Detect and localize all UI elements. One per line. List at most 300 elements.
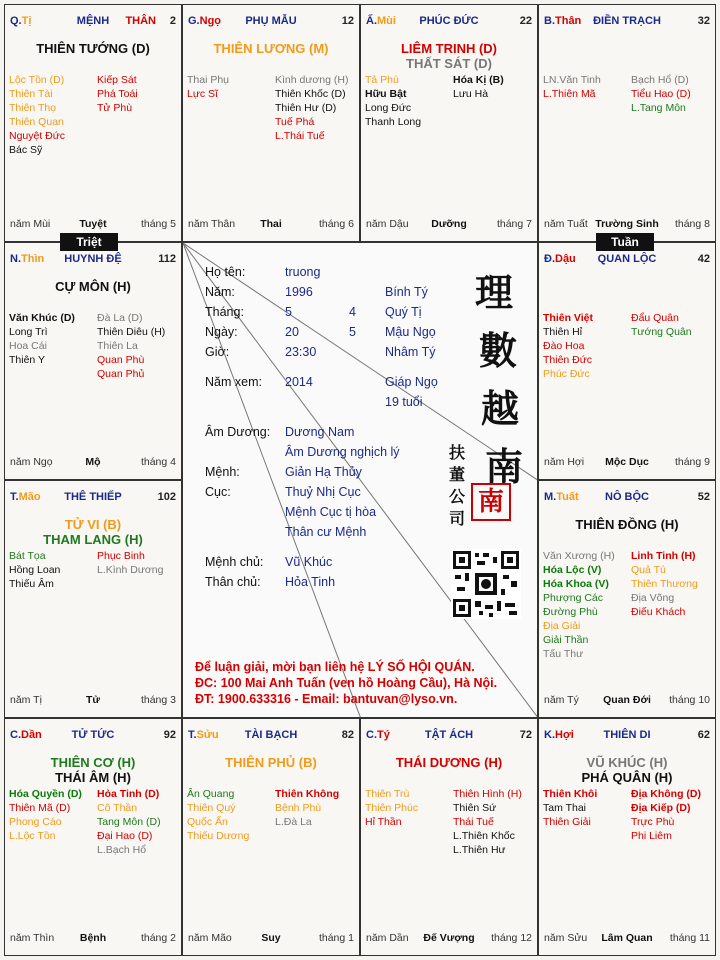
palace-can: N. [10, 253, 21, 265]
palace-can: M. [544, 491, 557, 503]
minor-star: Đường Phù [543, 606, 598, 618]
palace-year: năm Thân [188, 218, 236, 230]
minor-star: L.Tang Môn [631, 102, 686, 114]
minor-stars-right [631, 73, 691, 115]
palace-stage: Thai [260, 218, 282, 230]
palace-branch: Tý [377, 729, 390, 741]
main-star: THIÊN ĐỒNG (H) [575, 517, 679, 532]
main-star: LIÊM TRINH (D) [400, 41, 498, 56]
hour-can: Nhâm Tý [385, 345, 436, 359]
day-lunar: 5 [349, 325, 356, 339]
menh-value: Giản Hạ Thủy [285, 465, 362, 479]
red-seal: 南 [471, 483, 511, 521]
palace-number: 82 [341, 729, 354, 741]
palace-branch: Sửu [196, 729, 219, 741]
minor-star: Điếu Khách [631, 606, 686, 618]
palace-footer [544, 932, 710, 945]
palace-footer [10, 932, 176, 945]
minor-star: Thiên Hình (H) [453, 788, 522, 800]
menh-chu-label: Mệnh chủ: [205, 555, 264, 569]
palace-year: năm Hợi [544, 456, 585, 468]
palace-footer [366, 218, 532, 231]
palace-stage: Tuyệt [79, 218, 107, 230]
minor-star: Thiên Mã (D) [9, 802, 71, 814]
minor-stars-right [97, 311, 165, 381]
minor-star: Thiên Không [275, 788, 340, 800]
minor-star: Đà La (D) [97, 312, 143, 324]
palace-footer [366, 932, 532, 945]
hour-value: 23:30 [285, 345, 317, 359]
main-star: CỰ MÔN (H) [55, 279, 131, 294]
minor-stars-right [631, 549, 698, 619]
minor-star: Phục Binh [97, 550, 145, 562]
minor-star: Phúc Đức [543, 368, 590, 380]
minor-star: Đào Hoa [543, 340, 585, 352]
palace-header [10, 491, 176, 505]
minor-star: Thái Tuế [453, 816, 494, 828]
palace-footer [10, 694, 176, 707]
minor-star: Hỏa Tinh (D) [97, 788, 160, 800]
palace-number: 22 [519, 15, 532, 27]
minor-star: Thiên Việt [543, 312, 593, 324]
minor-star: Thiếu Âm [9, 578, 54, 590]
palace-year: năm Tuất [544, 218, 588, 230]
palace-ngo[interactable] [182, 4, 360, 242]
year-label: Năm: [205, 285, 235, 299]
palace-month: tháng 9 [674, 456, 710, 468]
calligraphy-char: 南 [485, 444, 524, 489]
palace-mao[interactable] [4, 480, 182, 718]
palace-year: năm Dậu [366, 218, 409, 230]
minor-star: Thiên Hư (D) [275, 102, 337, 114]
minor-star: L.Thiên Khốc [453, 830, 515, 842]
minor-stars-left [543, 787, 597, 829]
palace-thin[interactable] [4, 242, 182, 480]
than-chu-value: Hỏa Tinh [285, 575, 336, 589]
palace-stage: Trường Sinh [595, 218, 659, 230]
palace-month: tháng 4 [140, 456, 176, 468]
palace-stage: Suy [261, 932, 281, 944]
palace-suu[interactable] [182, 718, 360, 956]
palace-month: tháng 11 [669, 932, 710, 944]
palace-stage: Dưỡng [431, 218, 467, 230]
minor-stars-left [543, 311, 593, 381]
minor-star: L.Thái Tuế [275, 130, 325, 142]
palace-branch: Tị [21, 15, 32, 27]
palace-can: C. [366, 729, 377, 741]
minor-stars-right [453, 73, 504, 101]
minor-star: Địa Không (D) [631, 788, 701, 800]
minor-stars-left [187, 73, 229, 101]
minor-stars-right [275, 73, 348, 143]
minor-stars-left [9, 787, 82, 843]
minor-star: Tuế Phá [275, 116, 315, 128]
minor-star: Phi Liêm [631, 830, 672, 842]
palace-number: 32 [697, 15, 710, 27]
minor-stars-right [275, 787, 339, 829]
palace-number: 12 [341, 15, 354, 27]
minor-star: Long Trì [9, 326, 48, 338]
palace-header [10, 253, 176, 267]
minor-star: Thiên Thương [631, 578, 698, 590]
minor-star: Linh Tinh (H) [631, 550, 696, 562]
palace-stage: Bệnh [79, 932, 107, 944]
palace-branch: Dậu [555, 253, 576, 265]
palace-month: tháng 1 [318, 932, 354, 944]
minor-star: Lưu Hà [453, 88, 489, 100]
minor-stars-left [365, 73, 421, 129]
contact-phone-email[interactable]: ĐT: 1900.633316 - Email: bantuvan@lyso.vn. [195, 692, 458, 706]
triet-tag: Triệt [60, 233, 118, 251]
palace-branch: Thìn [21, 253, 45, 265]
palace-name: NÔ BỘC [605, 491, 649, 503]
main-star: TỬ VI (B) [64, 517, 122, 532]
minor-star: L.Kình Dương [97, 564, 164, 576]
contact-line: Để luận giải, mời bạn liên hệ LÝ SỐ HỘI QUÁN. [195, 660, 475, 674]
minor-star: Quan Phù [97, 354, 145, 366]
main-star: THÁI DƯƠNG (H) [395, 755, 503, 770]
minor-star: Bệnh Phù [275, 802, 322, 814]
main-star: THẤT SÁT (D) [406, 56, 492, 71]
minor-star: Quả Tú [631, 564, 666, 576]
palace-mui[interactable] [360, 4, 538, 242]
minor-star: Hồng Loan [9, 564, 61, 576]
minor-star: Kình dương (H) [275, 74, 349, 86]
month-can: Quý Tị [385, 305, 422, 319]
palace-stage: Mộ [85, 456, 101, 468]
main-star: THIÊN TƯỚNG (D) [36, 41, 150, 56]
day-value: 20 [285, 325, 299, 339]
palace-header [544, 15, 710, 29]
palace-year: năm Thìn [10, 932, 55, 944]
minor-star: Thanh Long [365, 116, 422, 128]
view-year-can: Giáp Ngọ [385, 375, 438, 389]
minor-star: L.Bạch Hổ [97, 844, 147, 856]
palace-name: THIÊN DI [603, 729, 651, 741]
palace-month: tháng 12 [491, 932, 532, 944]
minor-star: Lực Sĩ [187, 88, 218, 100]
palace-year: năm Tý [544, 694, 579, 706]
than-marker: THÂN [125, 15, 156, 27]
small-char: 公 [449, 487, 466, 506]
palace-can: C. [10, 729, 21, 741]
view-year-value: 2014 [285, 375, 313, 389]
palace-month: tháng 10 [669, 694, 710, 706]
minor-star: Cô Thần [97, 802, 138, 814]
minor-stars-left [187, 787, 249, 843]
day-can: Mậu Ngọ [385, 325, 436, 339]
minor-star: Thiên Hỉ [543, 326, 583, 338]
small-char: 董 [449, 465, 466, 484]
minor-star: Hóa Lộc (V) [543, 564, 602, 576]
main-star: THAM LANG (H) [43, 532, 143, 547]
palace-stage: Đế Vượng [423, 932, 475, 944]
palace-number: 112 [158, 253, 176, 265]
minor-star: Hóa Kị (B) [453, 74, 504, 86]
palace-month: tháng 3 [140, 694, 176, 706]
palace-dan[interactable] [4, 718, 182, 956]
palace-name: THÊ THIẾP [64, 491, 122, 503]
minor-star: Địa Kiếp (D) [631, 802, 691, 814]
than-chu-label: Thân chủ: [205, 575, 261, 589]
minor-stars-left [365, 787, 418, 829]
minor-star: Thiếu Dương [187, 830, 250, 842]
palace-branch: Dần [21, 729, 42, 741]
palace-name: PHÚC ĐỨC [419, 15, 479, 27]
contact-address: ĐC: 100 Mai Anh Tuấn (ven hồ Hoàng Cầu), Hà Nội. [195, 676, 498, 690]
palace-hoi[interactable] [538, 718, 716, 956]
minor-star: Tam Thai [543, 802, 586, 814]
palace-ty[interactable] [360, 718, 538, 956]
palace-can: G. [188, 15, 200, 27]
palace-branch: Tuất [556, 491, 579, 503]
minor-star: L.Thiên Mã [543, 88, 596, 100]
palace-stage: Quan Đới [603, 694, 651, 706]
minor-star: Hữu Bật [365, 88, 407, 100]
palace-year: năm Sửu [544, 932, 588, 944]
palace-name: QUAN LỘC [597, 253, 657, 265]
minor-stars-right [97, 73, 138, 115]
calligraphy-char: 數 [479, 328, 518, 373]
minor-stars-right [631, 311, 692, 339]
small-char: 司 [449, 509, 466, 528]
year-value: 1996 [285, 285, 313, 299]
palace-month: tháng 8 [674, 218, 710, 230]
minor-star: Phượng Các [543, 592, 604, 604]
minor-star: Thiên Khốc (D) [275, 88, 346, 100]
minor-star: Kiếp Sát [97, 74, 137, 86]
main-star: VŨ KHÚC (H) [586, 755, 668, 770]
palace-header [544, 253, 710, 267]
minor-star: Nguyệt Đức [9, 130, 66, 142]
minor-star: Tử Phù [97, 102, 133, 114]
palace-year: năm Dần [366, 932, 409, 944]
minor-star: Thiên Quý [187, 802, 236, 814]
palace-footer [544, 218, 710, 231]
month-value: 5 [285, 305, 292, 319]
palace-footer [10, 218, 176, 231]
minor-star: Giải Thần [543, 634, 589, 646]
palace-year: năm Ngọ [10, 456, 53, 468]
menh-label: Mệnh: [205, 465, 240, 479]
main-star: PHÁ QUÂN (H) [581, 770, 673, 785]
palace-number: 52 [697, 491, 710, 503]
palace-can: K. [544, 729, 555, 741]
age: 19 tuổi [385, 395, 423, 409]
palace-month: tháng 2 [140, 932, 176, 944]
palace-stage: Lâm Quan [601, 932, 653, 944]
palace-footer [188, 932, 354, 945]
month-lunar: 4 [349, 305, 356, 319]
palace-header [366, 729, 532, 743]
small-char: 扶 [449, 443, 466, 462]
year-can: Bính Tý [385, 285, 428, 299]
palace-branch: Mão [18, 491, 41, 503]
palace-can: Ấ. [366, 15, 377, 27]
palace-number: 102 [157, 491, 176, 503]
minor-stars-left [543, 73, 601, 101]
palace-month: tháng 5 [140, 218, 176, 230]
palace-month: tháng 6 [318, 218, 354, 230]
minor-star: Ân Quang [187, 788, 235, 800]
name-value: truong [285, 265, 321, 279]
palace-stage: Tử [85, 694, 101, 706]
minor-star: Thiên Y [9, 354, 45, 366]
minor-star: Tấu Thư [543, 648, 584, 660]
hour-label: Giờ: [205, 345, 230, 359]
minor-star: Long Đức [365, 102, 412, 114]
minor-star: Quan Phủ [97, 368, 145, 380]
minor-star: Lộc Tồn (D) [9, 74, 65, 86]
minor-star: Trực Phù [631, 816, 675, 828]
minor-star: Bát Tọa [9, 550, 46, 562]
palace-year: năm Mùi [10, 218, 51, 230]
palace-number: 72 [519, 729, 532, 741]
palace-header [10, 729, 176, 743]
qr-code-icon[interactable] [451, 549, 521, 619]
main-star: THIÊN LƯƠNG (M) [213, 41, 329, 56]
minor-star: Quốc Ấn [187, 816, 228, 828]
palace-number: 42 [697, 253, 710, 265]
palace-header [10, 15, 176, 29]
day-label: Ngày: [205, 325, 238, 339]
palace-branch: Mùi [377, 15, 396, 27]
palace-branch: Hợi [555, 729, 574, 741]
minor-star: Thiên La [97, 340, 138, 352]
palace-ti[interactable] [4, 4, 182, 242]
palace-footer [188, 218, 354, 231]
minor-star: Địa Giải [543, 620, 581, 632]
palace-can: Q. [10, 15, 22, 27]
palace-tuat[interactable] [538, 480, 716, 718]
minor-star: Thiên Khôi [543, 788, 598, 800]
month-label: Tháng: [205, 305, 244, 319]
palace-number: 62 [697, 729, 710, 741]
name-label: Họ tên: [205, 265, 246, 279]
palace-name: TỬ TỨC [71, 729, 115, 741]
minor-stars-right [453, 787, 522, 857]
palace-header [366, 15, 532, 29]
palace-header [188, 15, 354, 29]
cuc-note-1: Mệnh Cục tị hòa [285, 505, 377, 519]
palace-year: năm Tị [10, 694, 42, 706]
minor-star: LN.Văn Tinh [543, 74, 601, 86]
minor-star: Thiên Trù [365, 788, 410, 800]
minor-star: L.Thiên Hư [453, 844, 506, 856]
minor-star: Thiên Tài [9, 88, 53, 100]
minor-stars-left [9, 73, 65, 157]
minor-star: Bạch Hổ (D) [631, 74, 689, 86]
amduong-note: Âm Dương nghịch lý [285, 445, 400, 459]
palace-number: 92 [163, 729, 176, 741]
palace-footer [544, 456, 710, 469]
minor-star: Thiên Phúc [365, 802, 419, 814]
amduong-value: Dương Nam [285, 425, 355, 439]
palace-name: ĐIỀN TRẠCH [593, 15, 661, 27]
palace-name: TẬT ÁCH [424, 729, 474, 741]
minor-star: Thiên Quan [9, 116, 64, 128]
calligraphy-char: 理 [475, 270, 514, 315]
minor-star: Tả Phù [365, 74, 399, 86]
palace-name: TÀI BẠCH [244, 729, 298, 741]
minor-star: Tang Môn (D) [97, 816, 161, 828]
minor-star: Bác Sỹ [9, 144, 43, 156]
palace-year: năm Mão [188, 932, 232, 944]
palace-dau[interactable] [538, 242, 716, 480]
minor-star: Phá Toái [97, 88, 138, 100]
palace-name: MỆNH [76, 15, 110, 27]
view-year-label: Năm xem: [205, 375, 262, 389]
minor-star: Thiên Sứ [453, 802, 497, 814]
calligraphy-char: 越 [481, 386, 520, 431]
amduong-label: Âm Dương: [205, 425, 271, 439]
minor-star: Đại Hao (D) [97, 830, 153, 842]
palace-footer [10, 456, 176, 469]
main-star: THÁI ÂM (H) [55, 770, 131, 785]
minor-star: Tướng Quân [631, 326, 692, 338]
palace-can: T. [10, 491, 19, 503]
minor-star: Thiên Diêu (H) [97, 326, 166, 338]
palace-footer [544, 694, 710, 707]
main-star: THIÊN PHỦ (B) [225, 755, 317, 770]
palace-month: tháng 7 [496, 218, 532, 230]
palace-header [188, 729, 354, 743]
minor-star: Hóa Quyền (D) [9, 788, 82, 800]
contact-block [195, 659, 497, 707]
palace-header [544, 491, 710, 505]
minor-star: L.Lộc Tồn [9, 830, 56, 842]
palace-can: T. [188, 729, 197, 741]
tuan-tag: Tuần [596, 233, 654, 251]
minor-star: Hóa Khoa (V) [543, 578, 609, 590]
menh-chu-value: Vũ Khúc [285, 555, 333, 569]
minor-stars-right [631, 787, 701, 843]
minor-star: Thiên Thọ [9, 102, 57, 114]
palace-name: HUYNH ĐỆ [64, 253, 122, 265]
minor-star: Phong Cáo [9, 816, 62, 828]
palace-branch: Thân [555, 15, 582, 27]
minor-star: Hỉ Thần [365, 816, 402, 828]
cuc-note-2: Thân cư Mệnh [285, 525, 367, 539]
minor-star: Địa Võng [631, 592, 675, 604]
minor-star: Thiên Đức [543, 354, 593, 366]
palace-stage: Mộc Dục [605, 456, 649, 468]
minor-star: Thiên Giải [543, 816, 591, 828]
palace-name: PHỤ MẪU [245, 15, 297, 27]
minor-stars-left [9, 549, 60, 591]
minor-stars-right [97, 549, 163, 577]
main-star: THIÊN CƠ (H) [50, 755, 136, 770]
palace-header [544, 729, 710, 743]
center-info-panel [182, 242, 538, 718]
palace-can: B. [544, 15, 555, 27]
minor-star: Tiểu Hao (D) [631, 88, 691, 100]
minor-star: Văn Khúc (D) [9, 312, 75, 324]
minor-stars-left [9, 311, 75, 367]
minor-star: Thai Phụ [187, 74, 230, 86]
minor-star: L.Đà La [275, 816, 312, 828]
minor-stars-left [543, 549, 615, 661]
palace-than[interactable] [538, 4, 716, 242]
palace-number: 2 [169, 15, 176, 27]
minor-star: Hoa Cái [9, 340, 47, 352]
cuc-value: Thuỷ Nhị Cục [285, 485, 361, 499]
minor-stars-right [97, 787, 161, 857]
minor-star: Đẩu Quân [631, 312, 679, 324]
minor-star: Văn Xương (H) [543, 550, 615, 562]
palace-branch: Ngọ [199, 15, 222, 27]
palace-can: Đ. [544, 253, 555, 265]
